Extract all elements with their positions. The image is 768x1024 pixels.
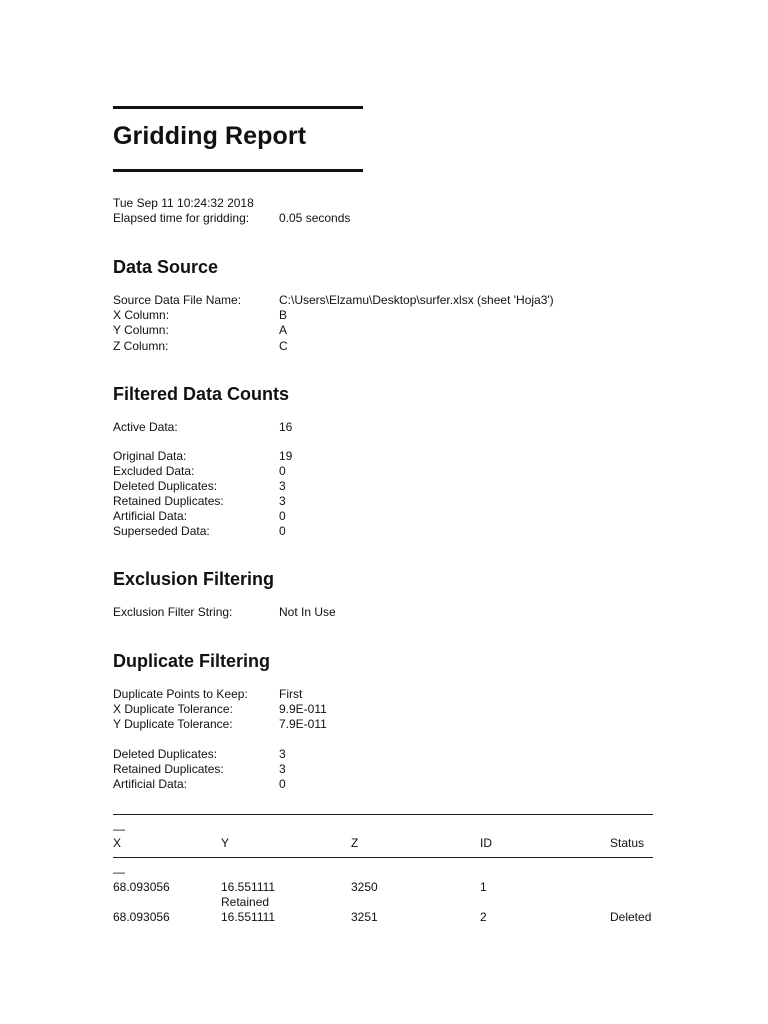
data-source-value: B	[279, 308, 288, 322]
count-value: 0	[279, 509, 286, 523]
table-header-y: Y	[221, 836, 230, 850]
table-header-z: Z	[351, 836, 359, 850]
active-data-label: Active Data:	[113, 420, 178, 434]
table-separator-dash: —	[113, 865, 125, 879]
duplicate-label: Retained Duplicates:	[113, 762, 224, 776]
table-separator	[113, 857, 653, 858]
duplicate-value: 3	[279, 762, 286, 776]
active-data-value: 16	[279, 420, 293, 434]
data-source-label: X Column:	[113, 308, 170, 322]
table-row-x: 68.093056	[113, 910, 170, 924]
count-value: 0	[279, 524, 286, 538]
exclusion-value: Not In Use	[279, 605, 336, 619]
duplicate-value: 0	[279, 777, 286, 791]
count-label: Artificial Data:	[113, 509, 188, 523]
count-label: Deleted Duplicates:	[113, 479, 218, 493]
data-source-value: C	[279, 339, 288, 353]
table-row-status-wrapped: Retained	[221, 895, 270, 909]
table-row-y: 16.551111	[221, 910, 276, 924]
table-row-y: 16.551111	[221, 880, 276, 894]
section-heading-data-source: Data Source	[113, 257, 219, 277]
count-label: Superseded Data:	[113, 524, 210, 538]
count-value: 19	[279, 449, 293, 463]
elapsed-value: 0.05 seconds	[279, 211, 351, 225]
duplicate-label: Duplicate Points to Keep:	[113, 687, 248, 701]
data-source-label: Y Column:	[113, 323, 169, 337]
table-row-z: 3251	[351, 910, 378, 924]
duplicate-value: 7.9E-011	[279, 717, 327, 731]
duplicate-value: 3	[279, 747, 286, 761]
table-separator-dash: —	[113, 822, 125, 836]
title-rule-top	[113, 106, 363, 109]
table-row-x: 68.093056	[113, 880, 170, 894]
table-row-status: Deleted	[610, 910, 652, 924]
count-value: 0	[279, 464, 286, 478]
count-label: Excluded Data:	[113, 464, 195, 478]
count-label: Original Data:	[113, 449, 187, 463]
table-separator	[113, 814, 653, 815]
data-source-label: Source Data File Name:	[113, 293, 242, 307]
data-source-value: C:\Users\Elzamu\Desktop\surfer.xlsx (sheet 'Hoja3')	[279, 293, 554, 307]
table-row-id: 2	[480, 910, 487, 924]
elapsed-label: Elapsed time for gridding:	[113, 211, 250, 225]
title-rule-bottom	[113, 169, 363, 172]
report-timestamp: Tue Sep 11 10:24:32 2018	[113, 196, 254, 210]
duplicate-label: Deleted Duplicates:	[113, 747, 218, 761]
data-source-label: Z Column:	[113, 339, 169, 353]
count-value: 3	[279, 494, 286, 508]
duplicate-value: First	[279, 687, 303, 701]
table-header-status: Status	[610, 836, 645, 850]
table-row-z: 3250	[351, 880, 378, 894]
table-row-id: 1	[480, 880, 487, 894]
duplicate-label: X Duplicate Tolerance:	[113, 702, 233, 716]
page-title: Gridding Report	[113, 122, 307, 150]
table-header-id: ID	[480, 836, 492, 850]
duplicate-label: Y Duplicate Tolerance:	[113, 717, 233, 731]
section-heading-exclusion: Exclusion Filtering	[113, 569, 275, 589]
duplicate-value: 9.9E-011	[279, 702, 327, 716]
table-header-x: X	[113, 836, 122, 850]
section-heading-duplicate: Duplicate Filtering	[113, 651, 271, 671]
data-source-value: A	[279, 323, 288, 337]
count-value: 3	[279, 479, 286, 493]
section-heading-filtered-counts: Filtered Data Counts	[113, 384, 290, 404]
duplicate-label: Artificial Data:	[113, 777, 188, 791]
exclusion-label: Exclusion Filter String:	[113, 605, 233, 619]
count-label: Retained Duplicates:	[113, 494, 224, 508]
